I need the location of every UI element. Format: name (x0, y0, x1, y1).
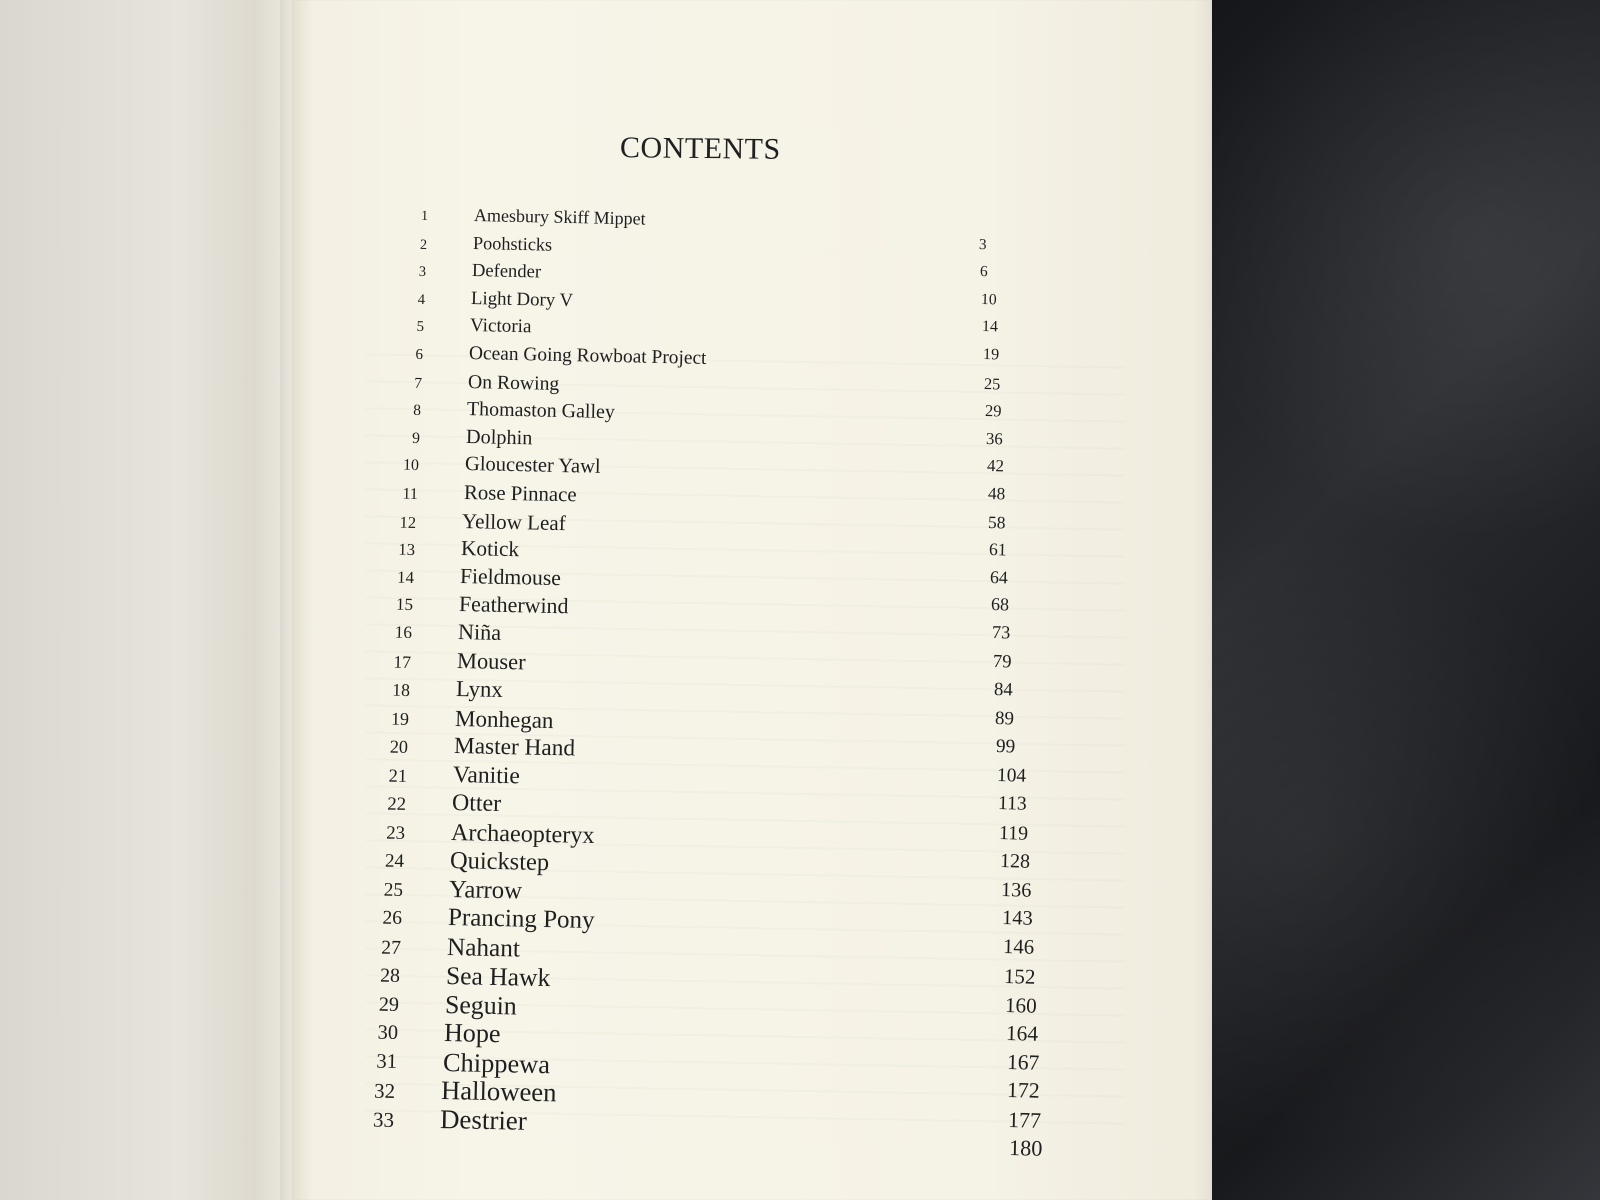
toc-entry-page: 79 (992, 650, 1012, 672)
toc-entry-title: Amesbury Skiff Mippet (473, 205, 646, 229)
toc-entry-number: 12 (399, 512, 417, 532)
toc-entry-title: Ocean Going Rowboat Project (468, 343, 707, 369)
toc-entry-number: 16 (394, 622, 413, 642)
toc-entry-page: 64 (990, 566, 1009, 588)
toc-entry-title: Monhegan (454, 704, 554, 733)
toc-entry-title: Otter (451, 790, 502, 818)
toc-entry-number: 14 (397, 567, 415, 587)
toc-entry-page: 3 (978, 235, 987, 253)
toc-entry-page: 172 (1007, 1078, 1041, 1103)
toc-entry-number: 27 (380, 936, 401, 959)
toc-entry-page: 42 (986, 456, 1004, 476)
toc-entry-title: Halloween (441, 1075, 558, 1108)
toc-entry-title: Prancing Pony (447, 904, 595, 935)
toc-entry-number: 29 (378, 993, 399, 1016)
toc-entry-title: Rose Pinnace (463, 481, 577, 507)
toc-entry-number: 3 (418, 264, 427, 281)
toc-entry-title: Dolphin (465, 425, 533, 450)
toc-entry-title: Thomaston Galley (466, 398, 615, 424)
toc-entry-page: 14 (981, 318, 998, 336)
toc-entry-number: 7 (413, 374, 422, 392)
toc-entry-title: Archaeopteryx (450, 818, 595, 849)
toc-entry-page: 146 (1002, 935, 1035, 959)
toc-entry-title: Yellow Leaf (462, 508, 567, 535)
toc-entry-number: 20 (389, 736, 409, 757)
toc-entry-title: Defender (471, 260, 542, 283)
contents-title: CONTENTS (619, 131, 781, 166)
toc-entry-page: 6 (979, 263, 988, 281)
toc-entry-title: Hope (443, 1018, 501, 1049)
toc-entry-number: 18 (392, 679, 411, 700)
toc-entry-number: 10 (402, 457, 419, 475)
toc-entry-number: 11 (401, 484, 418, 503)
toc-entry-title: Kotick (461, 536, 520, 562)
toc-entry-title: Quickstep (449, 847, 550, 877)
toc-entry-page: 119 (998, 821, 1029, 845)
toc-entry-page: 29 (984, 401, 1002, 421)
toc-entry-page: 160 (1004, 992, 1037, 1018)
toc-entry-page: 167 (1006, 1049, 1040, 1075)
toc-entry-number: 31 (375, 1050, 397, 1073)
toc-entry-number: 33 (373, 1107, 395, 1132)
toc-entry-title: Master Hand (453, 733, 576, 762)
toc-entry-number: 22 (387, 793, 407, 815)
toc-entry-page: 99 (995, 736, 1016, 758)
toc-entry-title: Seguin (444, 989, 517, 1020)
toc-entry-title: Destrier (440, 1103, 528, 1136)
toc-entry-number: 32 (374, 1078, 396, 1103)
toc-entry-title: Lynx (455, 676, 504, 702)
toc-entry-title: Niña (457, 619, 502, 645)
toc-entry-page: 89 (994, 707, 1015, 729)
toc-entry-page: 143 (1001, 907, 1033, 930)
dark-tabletop (1180, 0, 1600, 1200)
toc-entry-title: Fieldmouse (460, 563, 562, 590)
toc-entry-page: 73 (992, 622, 1011, 643)
toc-entry-number: 26 (382, 907, 402, 929)
toc-entry-page: 104 (996, 764, 1027, 787)
toc-entry-number: 6 (415, 346, 423, 363)
toc-entry-title: Poohsticks (472, 232, 553, 255)
toc-entry-page: 113 (997, 793, 1027, 815)
toc-entry-number: 8 (412, 402, 421, 420)
toc-entry-title: Chippewa (442, 1046, 550, 1079)
toc-entry-number: 15 (396, 595, 414, 615)
toc-entry-number: 19 (390, 708, 410, 729)
toc-entry-title: Light Dory V (470, 287, 574, 311)
toc-entry-page: 36 (985, 428, 1003, 449)
toc-entry-number: 17 (393, 651, 412, 672)
toc-entry-title: Gloucester Yawl (464, 453, 601, 479)
toc-entry-page: 180 (1009, 1135, 1044, 1161)
toc-entry-title: Victoria (469, 315, 532, 338)
toc-entry-page: 164 (1005, 1021, 1038, 1046)
toc-entry-title: Sea Hawk (445, 961, 551, 993)
toc-entry-page: 10 (980, 290, 997, 309)
toc-entry-page: 61 (989, 539, 1008, 560)
toc-entry-title: Mouser (456, 647, 527, 674)
toc-entry-page: 84 (993, 679, 1014, 701)
toc-entry-number: 5 (416, 319, 424, 336)
toc-entry-page: 136 (1000, 878, 1032, 902)
toc-entry-number: 21 (388, 765, 408, 786)
toc-entry-page: 25 (983, 373, 1001, 393)
toc-entry-page: 48 (987, 484, 1005, 504)
toc-entry-title: Featherwind (459, 591, 570, 619)
toc-entry-page: 177 (1008, 1106, 1042, 1133)
toc-entry-number: 4 (417, 291, 426, 308)
toc-entry-page: 152 (1003, 964, 1036, 989)
toc-entry-number: 30 (376, 1021, 398, 1044)
toc-entry-number: 25 (383, 879, 404, 901)
toc-entry-title: Nahant (446, 932, 520, 963)
toc-entry-number: 1 (420, 208, 429, 224)
toc-entry-number: 24 (384, 850, 405, 872)
toc-entry-page: 19 (982, 346, 1000, 364)
toc-entry-number: 9 (411, 429, 420, 447)
toc-entry-number: 28 (379, 964, 400, 987)
toc-entry-number: 23 (385, 822, 406, 844)
toc-entry-title: Yarrow (448, 875, 523, 905)
toc-entry-number: 2 (419, 236, 428, 253)
toc-entry-title: Vanitie (452, 761, 521, 789)
toc-entry-page: 68 (991, 594, 1010, 615)
toc-entry-number: 13 (398, 539, 416, 560)
toc-entry-page: 58 (988, 511, 1007, 533)
left-page (0, 0, 300, 1200)
toc-entry-title: On Rowing (467, 370, 560, 395)
toc-entry-page: 128 (999, 850, 1031, 873)
